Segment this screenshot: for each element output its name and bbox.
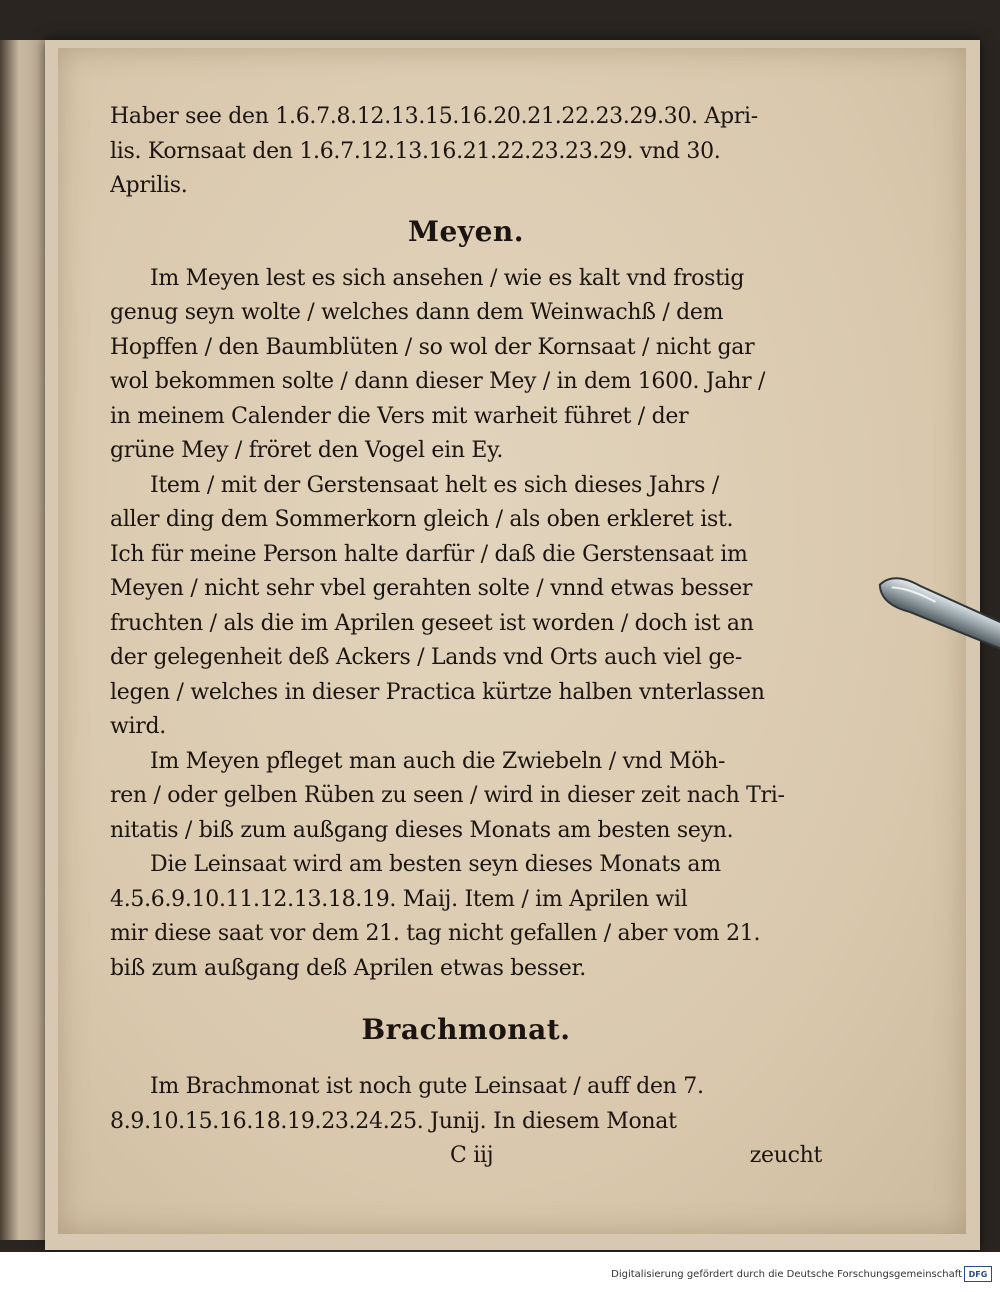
text-line: legen / welches in dieser Practica kürtze halben vnterlassen xyxy=(110,679,765,705)
text-line: Im Brachmonat ist noch gute Leinsaat / auff den 7. xyxy=(150,1074,704,1099)
text-line: Meyen / nicht sehr vbel gerahten solte / vnnd etwas besser xyxy=(110,576,753,601)
credit-bar xyxy=(0,1252,1000,1292)
section-heading-meyen: Meyen. xyxy=(408,214,524,248)
text-line: aller ding dem Sommerkorn gleich / als oben erkleret ist. xyxy=(110,507,734,532)
text-line: mir diese saat vor dem 21. tag nicht gefallen / aber vom 21. xyxy=(110,921,761,946)
text-line: lis. Kornsaat den 1.6.7.12.13.16.21.22.23.23.29. vnd 30. xyxy=(110,138,721,164)
dfg-logo-icon: DFG xyxy=(964,1266,992,1282)
text-line: Im Meyen pfleget man auch die Zwiebeln / vnd Möh- xyxy=(150,748,726,774)
text-line: der gelegenheit deß Ackers / Lands vnd Orts auch viel ge- xyxy=(110,645,742,670)
text-line: Die Leinsaat wird am besten seyn dieses Monats am xyxy=(150,852,721,877)
text-line: fruchten / als die im Aprilen geseet ist worden / doch ist an xyxy=(110,610,754,636)
text-line: 4.5.6.9.10.11.12.13.18.19. Maij. Item / im Aprilen wil xyxy=(110,886,688,912)
text-line: genug seyn wolte / welches dann dem Weinwachß / dem xyxy=(110,300,724,325)
text-line: Im Meyen lest es sich ansehen / wie es kalt vnd frostig xyxy=(150,265,745,291)
text-line: Ich für meine Person halte darfür / daß die Gerstensaat im xyxy=(110,541,748,567)
text-line: in meinem Calender die Vers mit warheit führet / der xyxy=(110,403,689,429)
signature-mark: C iij xyxy=(450,1143,494,1168)
text-line: ren / oder gelben Rüben zu seen / wird in dieser zeit nach Tri- xyxy=(110,783,785,808)
text-line: biß zum außgang deß Aprilen etwas besser. xyxy=(110,955,586,981)
text-line: 8.9.10.15.16.18.19.23.24.25. Junij. In diesem Monat xyxy=(110,1108,677,1134)
text-line: grüne Mey / fröret den Vogel ein Ey. xyxy=(110,438,504,463)
page-text xyxy=(110,100,822,1173)
text-line: wird. xyxy=(110,714,166,739)
section-heading-brachmonat: Brachmonat. xyxy=(361,1013,571,1046)
text-line: Aprilis. xyxy=(110,173,188,198)
text-line: Item / mit der Gerstensaat helt es sich dieses Jahrs / xyxy=(150,472,719,498)
document-page xyxy=(58,48,966,1234)
text-line: Hopffen / den Baumblüten / so wol der Kornsaat / nicht gar xyxy=(110,334,755,360)
page-footer-line xyxy=(110,1139,822,1173)
credit-text: Digitalisierung gefördert durch die Deutsche Forschungsgemeinschaft xyxy=(611,1269,962,1280)
adjacent-page-edge xyxy=(0,40,51,1240)
catchword: zeucht xyxy=(749,1143,822,1168)
text-line: wol bekommen solte / dann dieser Mey / in dem 1600. Jahr / xyxy=(110,369,766,394)
text-line: Haber see den 1.6.7.8.12.13.15.16.20.21.22.23.29.30. Apri- xyxy=(110,104,758,129)
text-line: nitatis / biß zum außgang dieses Monats am besten seyn. xyxy=(110,817,734,843)
